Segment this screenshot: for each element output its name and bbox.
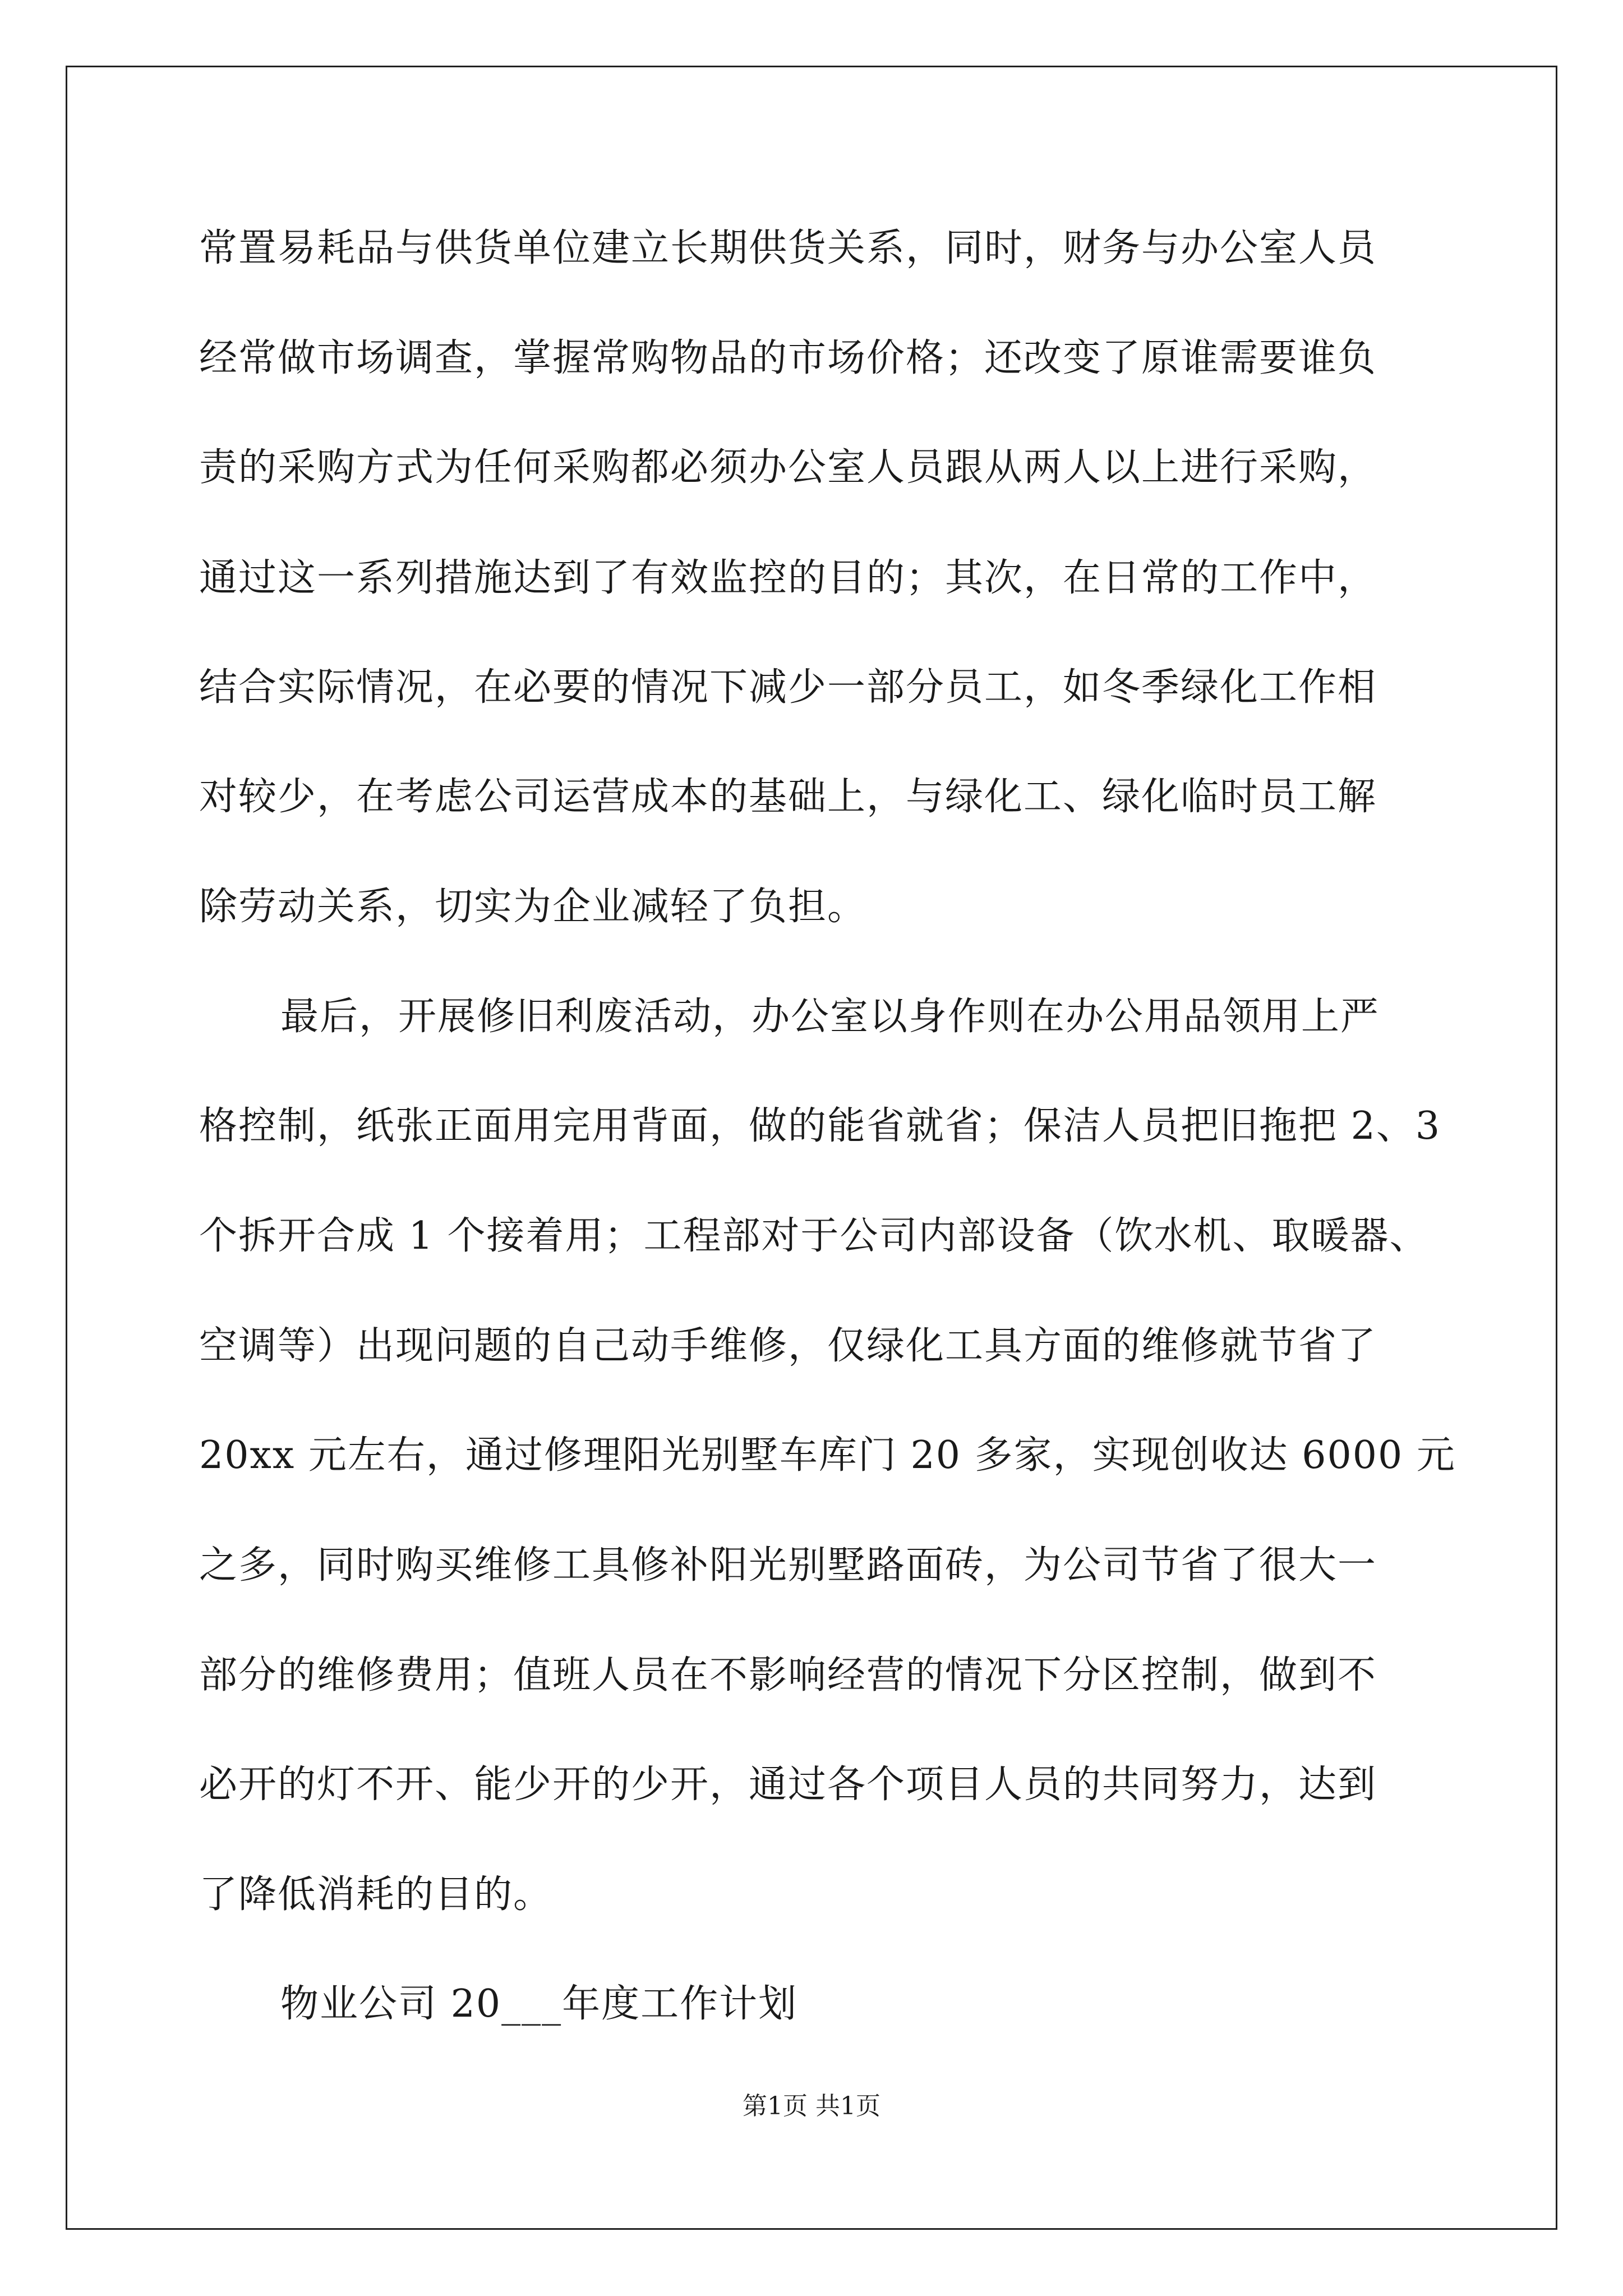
paragraph-line: 对较少，在考虑公司运营成本的基础上，与绿化工、绿化临时员工解 — [199, 775, 1377, 819]
paragraph-line: 之多，同时购买维修工具修补阳光别墅路面砖，为公司节省了很大一 — [199, 1543, 1377, 1588]
paragraph-line: 空调等）出现问题的自己动手维修，仅绿化工具方面的维修就节省了 — [199, 1324, 1377, 1368]
paragraph-line: 责的采购方式为任何采购都必须办公室人员跟从两人以上进行采购， — [199, 445, 1377, 490]
paragraph-line: 除劳动关系，切实为企业减轻了负担。 — [199, 885, 867, 929]
paragraph-line: 个拆开合成 1 个接着用；工程部对于公司内部设备（饮水机、取暖器、 — [199, 1214, 1429, 1258]
paragraph-line: 结合实际情况，在必要的情况下减少一部分员工，如冬季绿化工作相 — [199, 665, 1377, 710]
paragraph-line: 经常做市场调查，掌握常购物品的市场价格；还改变了原谁需要谁负 — [199, 336, 1377, 380]
paragraph-line: 20xx 元左右，通过修理阳光别墅车库门 20 多家，实现创收达 6000 元 — [199, 1433, 1456, 1478]
section-heading: 物业公司 20___年度工作计划 — [280, 1982, 798, 2026]
paragraph-line: 最后，开展修旧利废活动，办公室以身作则在办公用品领用上严 — [280, 995, 1380, 1039]
paragraph-line: 必开的灯不开、能少开的少开，通过各个项目人员的共同努力，达到 — [199, 1763, 1377, 1807]
paragraph-line: 部分的维修费用；值班人员在不影响经营的情况下分区控制，做到不 — [199, 1653, 1377, 1697]
page-footer: 第1页 共1页 — [743, 2092, 880, 2120]
paragraph-line: 了降低消耗的目的。 — [199, 1872, 553, 1917]
paragraph-line: 格控制，纸张正面用完用背面，做的能省就省；保洁人员把旧拖把 2、3 — [199, 1104, 1441, 1148]
paragraph-line: 通过这一系列措施达到了有效监控的目的；其次，在日常的工作中， — [199, 556, 1377, 600]
paragraph-line: 常置易耗品与供货单位建立长期供货关系，同时，财务与办公室人员 — [199, 226, 1377, 270]
